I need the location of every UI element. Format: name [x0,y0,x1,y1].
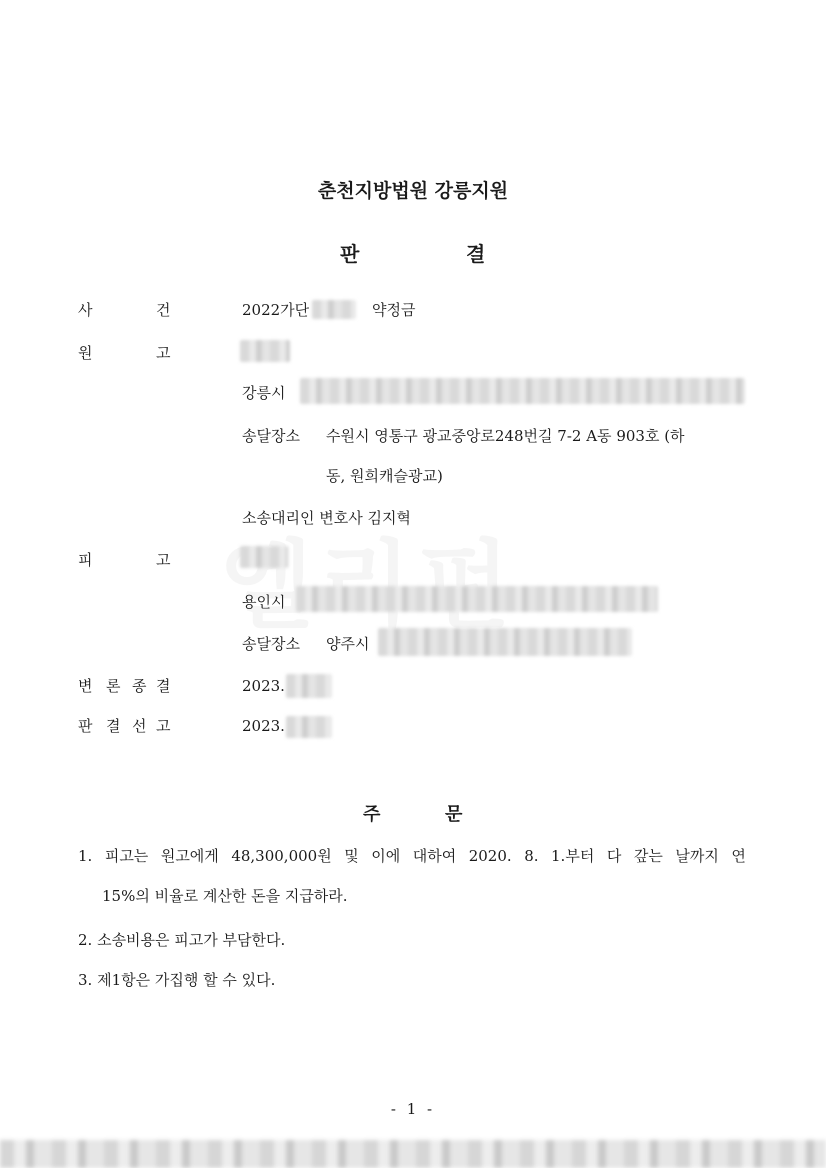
redaction-plaintiff-name [240,340,290,362]
order-item1-word: 및 [344,847,359,865]
plaintiff-delivery-label: 송달장소 [242,427,300,445]
defendant-delivery-label: 송달장소 [242,635,300,653]
ruling-label-char-1: 판 [78,717,93,735]
order-item1-word: 피고는 [104,847,149,865]
order-heading-char-2: 문 [445,804,463,825]
order-item1-word: 8. [524,847,539,865]
defendant-delivery-city: 양주시 [326,635,370,653]
redaction-defendant-name [240,546,288,568]
plaintiff-label-char-2: 고 [156,344,171,362]
order-item1-word: 1.부터 [551,847,595,865]
case-label-char-2: 건 [156,301,171,319]
redaction-defendant-address [296,586,658,612]
ruling-label-char-2: 결 [106,717,121,735]
closing-label-char-1: 변 [78,677,93,695]
redaction-defendant-delivery [378,628,632,656]
order-item1-word: 원고에게 [160,847,219,865]
redaction-ruling-date [286,716,332,738]
order-item1-word: 연 [731,847,746,865]
order-item1-word: 날까지 [675,847,719,865]
closing-label-char-4: 결 [156,677,171,695]
ruling-date: 2023. [242,717,285,735]
court-name: 춘천지방법원 강릉지원 [317,180,509,202]
plaintiff-delivery-line1: 수원시 영통구 광교중앙로248번길 7-2 A동 903호 (하 [326,427,685,445]
redaction-plaintiff-address [300,378,745,404]
plaintiff-label-char-1: 원 [78,344,93,362]
plaintiff-counsel: 소송대리인 변호사 김지혁 [242,509,411,527]
order-item1-line1 [78,846,746,866]
order-heading-char-1: 주 [363,804,381,825]
order-item1-line2: 15%의 비율로 계산한 돈을 지급하라. [102,887,348,905]
order-item2: 2. 소송비용은 피고가 부담한다. [78,931,286,949]
doc-type-char-1: 판 [340,242,360,266]
defendant-address-prefix: 용인시 [242,593,286,611]
doc-type-char-2: 결 [466,242,486,266]
defendant-label-char-1: 피 [78,551,93,569]
defendant-label-char-2: 고 [156,551,171,569]
order-item1-word: 2020. [468,847,512,865]
order-item1-word: 대하여 [412,847,457,865]
order-item1-word: 다 [606,847,622,865]
order-item1-word: 48,300,000원 [231,847,332,865]
redaction-closing-date [286,674,332,698]
ruling-label-char-3: 선 [132,717,147,735]
plaintiff-delivery-line2: 동, 원희캐슬광교) [326,467,443,485]
ruling-label-char-4: 고 [156,717,171,735]
page-number: - 1 - [390,1100,436,1118]
closing-date: 2023. [242,677,285,695]
order-item3: 3. 제1항은 가집행 할 수 있다. [78,971,276,989]
closing-label-char-3: 종 [132,677,147,695]
order-item1-word: 갚는 [633,847,663,865]
order-item1-word: 이에 [371,847,401,865]
order-item1-word: 1. [78,847,93,865]
redaction-footer [0,1140,826,1168]
redaction-case-number [312,300,356,319]
watermark [220,510,620,630]
closing-label-char-2: 론 [106,677,121,695]
plaintiff-address-prefix: 강릉시 [242,384,286,402]
case-subject: 약정금 [372,301,416,319]
case-label-char-1: 사 [78,301,93,319]
case-number: 2022가단 [242,301,310,319]
